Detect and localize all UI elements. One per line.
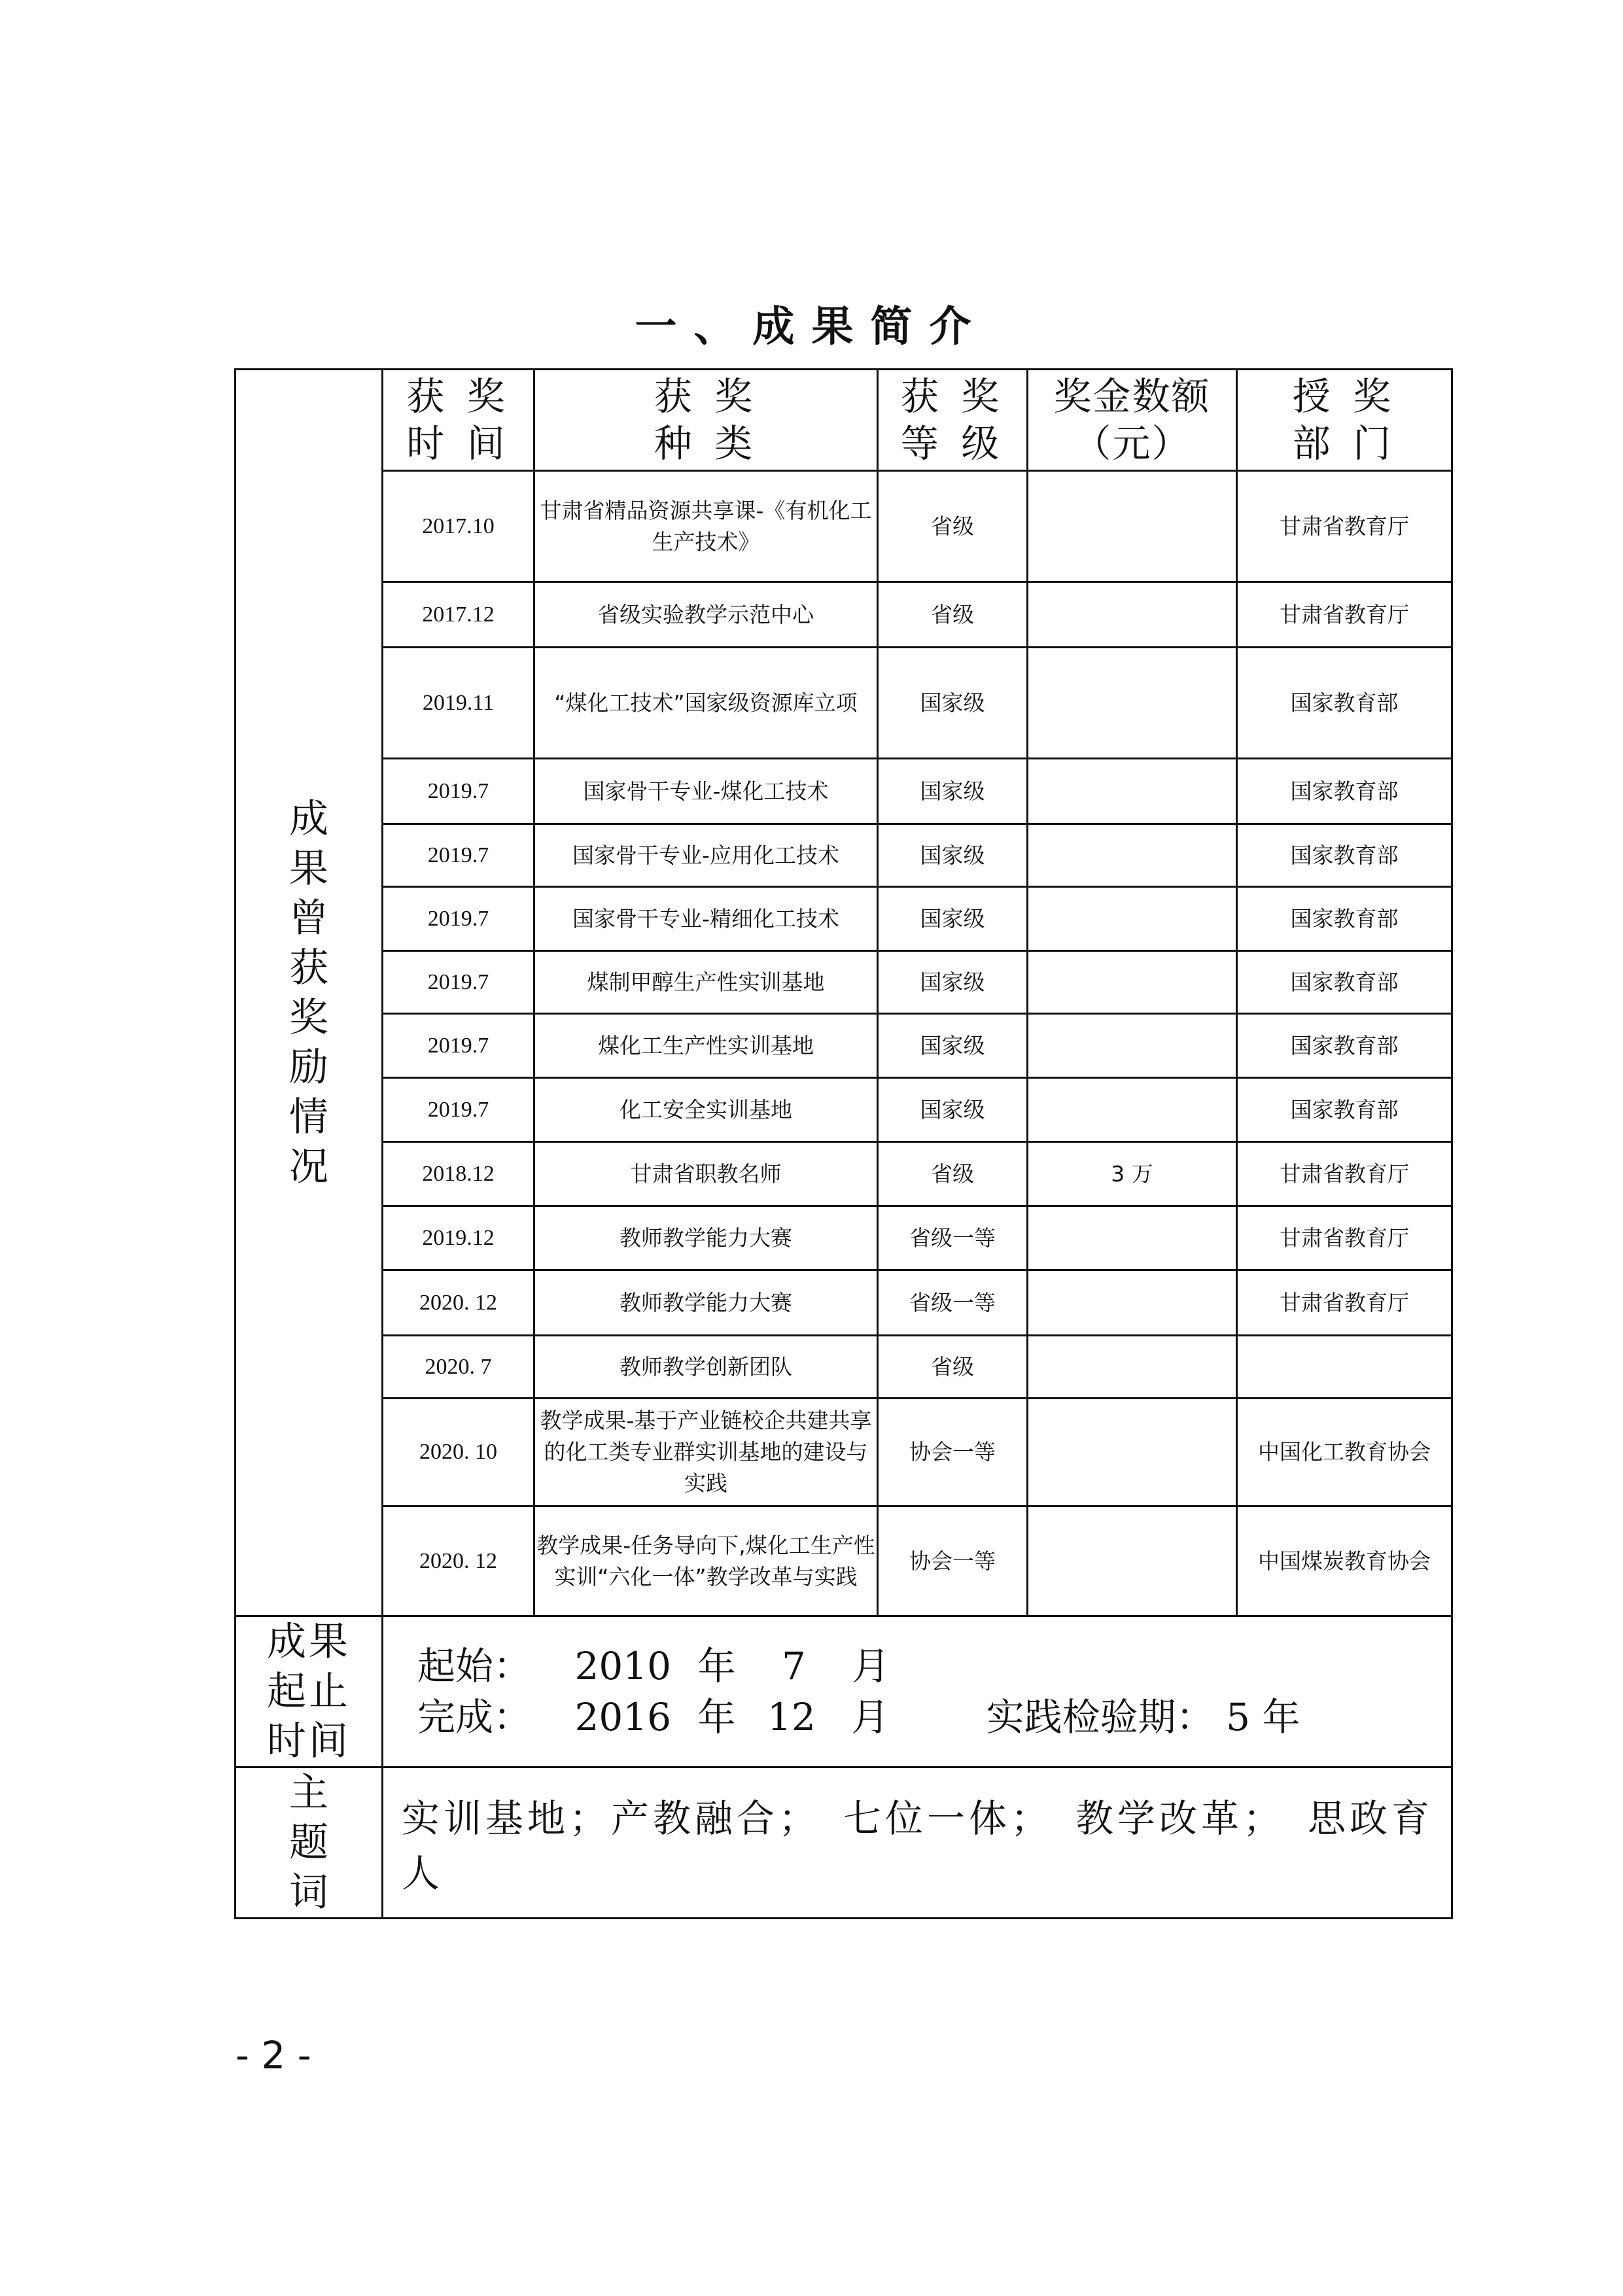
cell-level: 国家级 xyxy=(878,1078,1028,1142)
header-amount: 奖金数额 （元） xyxy=(1028,370,1237,471)
page-title: 一、成果简介 xyxy=(635,303,988,351)
cell-type: 省级实验教学示范中心 xyxy=(534,582,878,648)
cell-dept: 甘肃省教育厅 xyxy=(1237,1206,1452,1270)
table-row xyxy=(236,824,1452,887)
achievement-table xyxy=(234,368,1453,1919)
cell-time: 2019.7 xyxy=(383,1014,534,1078)
cell-type: “煤化工技术”国家级资源库立项 xyxy=(534,648,878,759)
cell-type: 教学成果-任务导向下,煤化工生产性实训“六化一体”教学改革与实践 xyxy=(534,1506,878,1616)
cell-time: 2019.12 xyxy=(383,1206,534,1270)
cell-time: 2020. 10 xyxy=(383,1399,534,1506)
theme-keywords: 实训基地；产教融合； 七位一体； 教学改革； 思政育人 xyxy=(383,1767,1452,1919)
cell-type: 教学成果-基于产业链校企共建共享的化工类专业群实训基地的建设与实践 xyxy=(534,1399,878,1506)
cell-amount xyxy=(1028,824,1237,887)
table-row xyxy=(236,1399,1452,1506)
cell-level: 国家级 xyxy=(878,824,1028,887)
cell-amount xyxy=(1028,471,1237,582)
page-number: - 2 - xyxy=(236,2033,311,2078)
cell-dept: 国家教育部 xyxy=(1237,824,1452,887)
header-dept: 授 奖 部 门 xyxy=(1237,370,1452,471)
cell-type: 化工安全实训基地 xyxy=(534,1078,878,1142)
cell-dept: 国家教育部 xyxy=(1237,648,1452,759)
table-row xyxy=(236,1270,1452,1336)
cell-type: 国家骨干专业-煤化工技术 xyxy=(534,759,878,824)
cell-level: 国家级 xyxy=(878,951,1028,1014)
cell-time: 2018.12 xyxy=(383,1142,534,1206)
cell-dept: 甘肃省教育厅 xyxy=(1237,582,1452,648)
cell-time: 2019.7 xyxy=(383,887,534,951)
cell-amount xyxy=(1028,759,1237,824)
period-start: 起始： 2010 年 7 月 xyxy=(417,1644,890,1688)
cell-level: 省级 xyxy=(878,1336,1028,1399)
cell-dept: 甘肃省教育厅 xyxy=(1237,1270,1452,1336)
table-row xyxy=(236,887,1452,951)
cell-level: 协会一等 xyxy=(878,1399,1028,1506)
cell-type: 国家骨干专业-精细化工技术 xyxy=(534,887,878,951)
table-row xyxy=(236,1014,1452,1078)
table-row xyxy=(236,1078,1452,1142)
cell-type: 煤制甲醇生产性实训基地 xyxy=(534,951,878,1014)
cell-time: 2019.7 xyxy=(383,824,534,887)
cell-level: 省级 xyxy=(878,582,1028,648)
cell-type: 煤化工生产性实训基地 xyxy=(534,1014,878,1078)
table-row xyxy=(236,1206,1452,1270)
cell-type: 国家骨干专业-应用化工技术 xyxy=(534,824,878,887)
cell-time: 2020. 12 xyxy=(383,1506,534,1616)
cell-dept: 国家教育部 xyxy=(1237,759,1452,824)
cell-type: 甘肃省职教名师 xyxy=(534,1142,878,1206)
cell-amount xyxy=(1028,582,1237,648)
cell-dept: 甘肃省教育厅 xyxy=(1237,1142,1452,1206)
table-row xyxy=(236,1142,1452,1206)
table-row xyxy=(236,582,1452,648)
header-time: 获 奖 时 间 xyxy=(383,370,534,471)
cell-type: 教师教学能力大赛 xyxy=(534,1270,878,1336)
table-row xyxy=(236,759,1452,824)
cell-amount xyxy=(1028,1014,1237,1078)
cell-amount xyxy=(1028,1506,1237,1616)
cell-type: 教师教学能力大赛 xyxy=(534,1206,878,1270)
theme-label: 主题词 xyxy=(289,1770,328,1915)
side-label-cell xyxy=(236,370,383,1616)
cell-level: 省级 xyxy=(878,1142,1028,1206)
theme-label-cell xyxy=(236,1767,383,1919)
cell-level: 国家级 xyxy=(878,648,1028,759)
cell-time: 2019.7 xyxy=(383,1078,534,1142)
cell-time: 2019.7 xyxy=(383,759,534,824)
cell-amount xyxy=(1028,648,1237,759)
cell-amount xyxy=(1028,951,1237,1014)
period-row xyxy=(236,1616,1452,1767)
cell-time: 2019.7 xyxy=(383,951,534,1014)
cell-time: 2020. 7 xyxy=(383,1336,534,1399)
cell-level: 国家级 xyxy=(878,1014,1028,1078)
cell-level: 国家级 xyxy=(878,887,1028,951)
cell-level: 国家级 xyxy=(878,759,1028,824)
cell-dept xyxy=(1237,1336,1452,1399)
cell-dept: 中国化工教育协会 xyxy=(1237,1399,1452,1506)
cell-level: 省级 xyxy=(878,471,1028,582)
header-type: 获 奖 种 类 xyxy=(534,370,878,471)
cell-dept: 中国煤炭教育协会 xyxy=(1237,1506,1452,1616)
table-row xyxy=(236,471,1452,582)
cell-time: 2020. 12 xyxy=(383,1270,534,1336)
cell-amount: 3 万 xyxy=(1028,1142,1237,1206)
table-row xyxy=(236,648,1452,759)
table-row xyxy=(236,1506,1452,1616)
cell-level: 省级一等 xyxy=(878,1206,1028,1270)
cell-amount xyxy=(1028,1206,1237,1270)
cell-amount xyxy=(1028,1270,1237,1336)
period-label-cell xyxy=(236,1616,383,1767)
cell-time: 2019.11 xyxy=(383,648,534,759)
cell-type: 甘肃省精品资源共享课-《有机化工生产技术》 xyxy=(534,471,878,582)
cell-dept: 国家教育部 xyxy=(1237,1014,1452,1078)
cell-amount xyxy=(1028,1399,1237,1506)
table-row xyxy=(236,951,1452,1014)
theme-row xyxy=(236,1767,1452,1919)
cell-dept: 国家教育部 xyxy=(1237,1078,1452,1142)
side-label: 成果曾获奖励情况 xyxy=(289,795,328,1190)
cell-type: 教师教学创新团队 xyxy=(534,1336,878,1399)
cell-time: 2017.12 xyxy=(383,582,534,648)
header-row xyxy=(236,370,1452,471)
cell-level: 省级一等 xyxy=(878,1270,1028,1336)
period-label: 成果起止时间 xyxy=(267,1619,351,1764)
period-end: 完成： 2016 年 12 月 实践检验期： 5 年 xyxy=(417,1695,1300,1739)
cell-amount xyxy=(1028,1078,1237,1142)
cell-amount xyxy=(1028,887,1237,951)
cell-level: 协会一等 xyxy=(878,1506,1028,1616)
table-row xyxy=(236,1336,1452,1399)
cell-amount xyxy=(1028,1336,1237,1399)
cell-time: 2017.10 xyxy=(383,471,534,582)
header-level: 获 奖 等 级 xyxy=(878,370,1028,471)
cell-dept: 甘肃省教育厅 xyxy=(1237,471,1452,582)
period-cell xyxy=(383,1616,1452,1767)
cell-dept: 国家教育部 xyxy=(1237,887,1452,951)
cell-dept: 国家教育部 xyxy=(1237,951,1452,1014)
